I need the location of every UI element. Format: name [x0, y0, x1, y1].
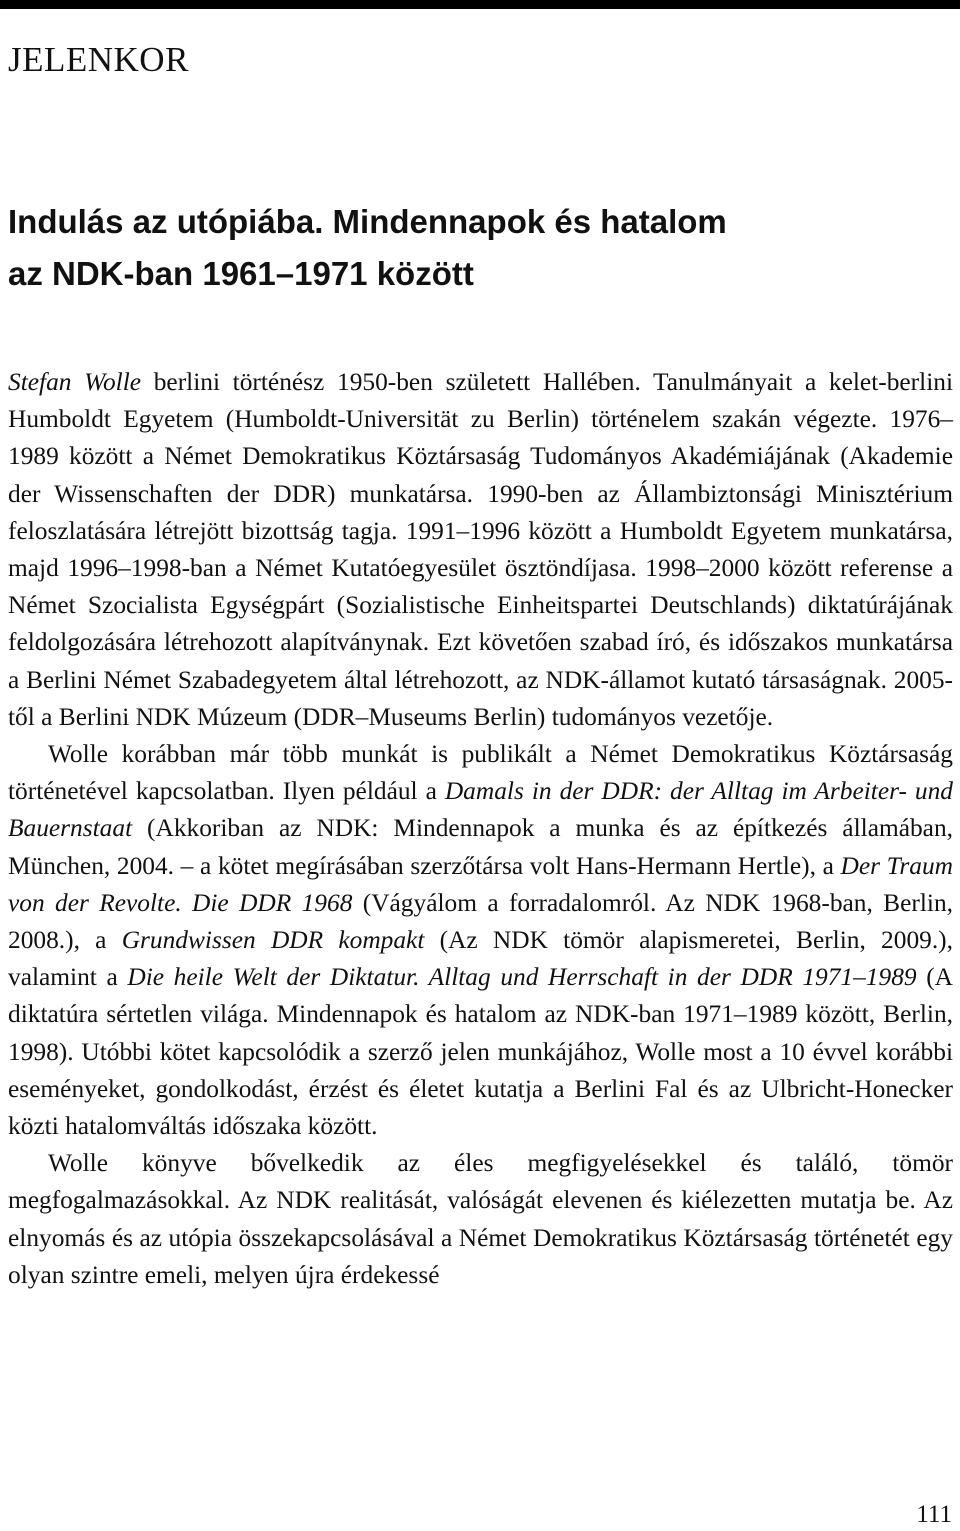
article-body: [8, 364, 953, 1294]
italic-title-text: Stefan Wolle: [8, 368, 142, 396]
italic-title-text: Grundwissen DDR kompakt: [121, 926, 425, 955]
paragraph-previous-works: [8, 736, 953, 1145]
section-header: JELENKOR: [8, 40, 189, 79]
page-number: 111: [916, 1501, 952, 1528]
italic-title-text: Damals in der DDR: der Alltag im Arbeiter- und Bauernstaat: [8, 777, 954, 843]
paragraph-review: [8, 1145, 953, 1294]
title-line: Indulás az utópiába. Mindennapok és hatalom: [8, 203, 727, 240]
paragraph-text: (A diktatúra sértetlen világa. Mindennapok és hatalom az NDK-ban 1971–1989 között, Berlin, 1998). Utóbbi kötet kapcsolódik a szerző jelen munkájához, Wolle most a 10 évvel korábbi eseményeket, gondolkodást, érzést és életet kutatja a Berlini Fal és az Ulbricht-Honecker közti hatalomváltás időszaka között.: [8, 963, 954, 1141]
paragraph-text: Wolle korábban már több munkát is publikált a Német Demokratikus Köztársaság történetével kapcsolatban. Ilyen például a: [8, 740, 953, 806]
paragraph-author-bio: [8, 364, 953, 736]
top-rule: [0, 0, 960, 9]
paragraph-text: (Az NDK tömör alapismeretei, Berlin, 2009.), valamint a: [8, 926, 953, 992]
paragraph-text: (Akkoriban az NDK: Mindennapok a munka és az építkezés államában, München, 2004. – a kötet megírásában szerzőtársa volt Hans-Hermann Hertle), a: [8, 814, 953, 880]
italic-title-text: Der Traum von der Revolte. Die DDR 1968: [8, 851, 953, 917]
paragraph-text: (Vágyálom a forradalomról. Az NDK 1968-ban, Berlin, 2008.), a: [8, 888, 953, 955]
paragraph-text: Wolle könyve bővelkedik az éles megfigyelésekkel és találó, tömör megfogalmazásokkal. Az NDK realitását, valóságát elevenen és kiélezetten mutatja be. Az elnyomás és az utópia összekapcsolásával a Német Demokratikus Köztársaság történetét egy olyan szintre emeli, melyen újra érdekessé: [8, 1149, 953, 1289]
paragraph-text: berlini történész 1950-ben született Hallében. Tanulmányait a kelet-berlini Humboldt Egyetem (Humboldt-Universität zu Berlin) történelem szakán végezte. 1976–1989 között a Német Demokratikus Köztársaság Tudományos Akadémiájának (Akademie der Wissenschaften der DDR) munkatársa. 1990-ben az Állambiztonsági Minisztérium feloszlatására létrejött bizottság tagja. 1991–1996 között a Humboldt Egyetem munkatársa, majd 1996–1998-ban a Német Kutatóegyesület ösztöndíjasa. 1998–2000 között referense a Német Szocialista Egységpárt (Sozialistische Einheitspartei Deutschlands) diktatúrájának feldolgozására létrehozott alapítványnak. Ezt követően szabad író, és időszakos munkatársa a Berlini Német Szabadegyetem által létrehozott, az NDK-államot kutató társaságnak. 2005-től a Berlini NDK Múzeum (DDR–Museums Berlin) tudományos vezetője.: [8, 368, 953, 731]
title-line: az NDK-ban 1961–1971 között: [8, 255, 474, 292]
italic-title-text: Die heile Welt der Diktatur. Alltag und Herrschaft in der DDR 1971–1989: [127, 963, 917, 992]
article-title: [8, 196, 948, 300]
